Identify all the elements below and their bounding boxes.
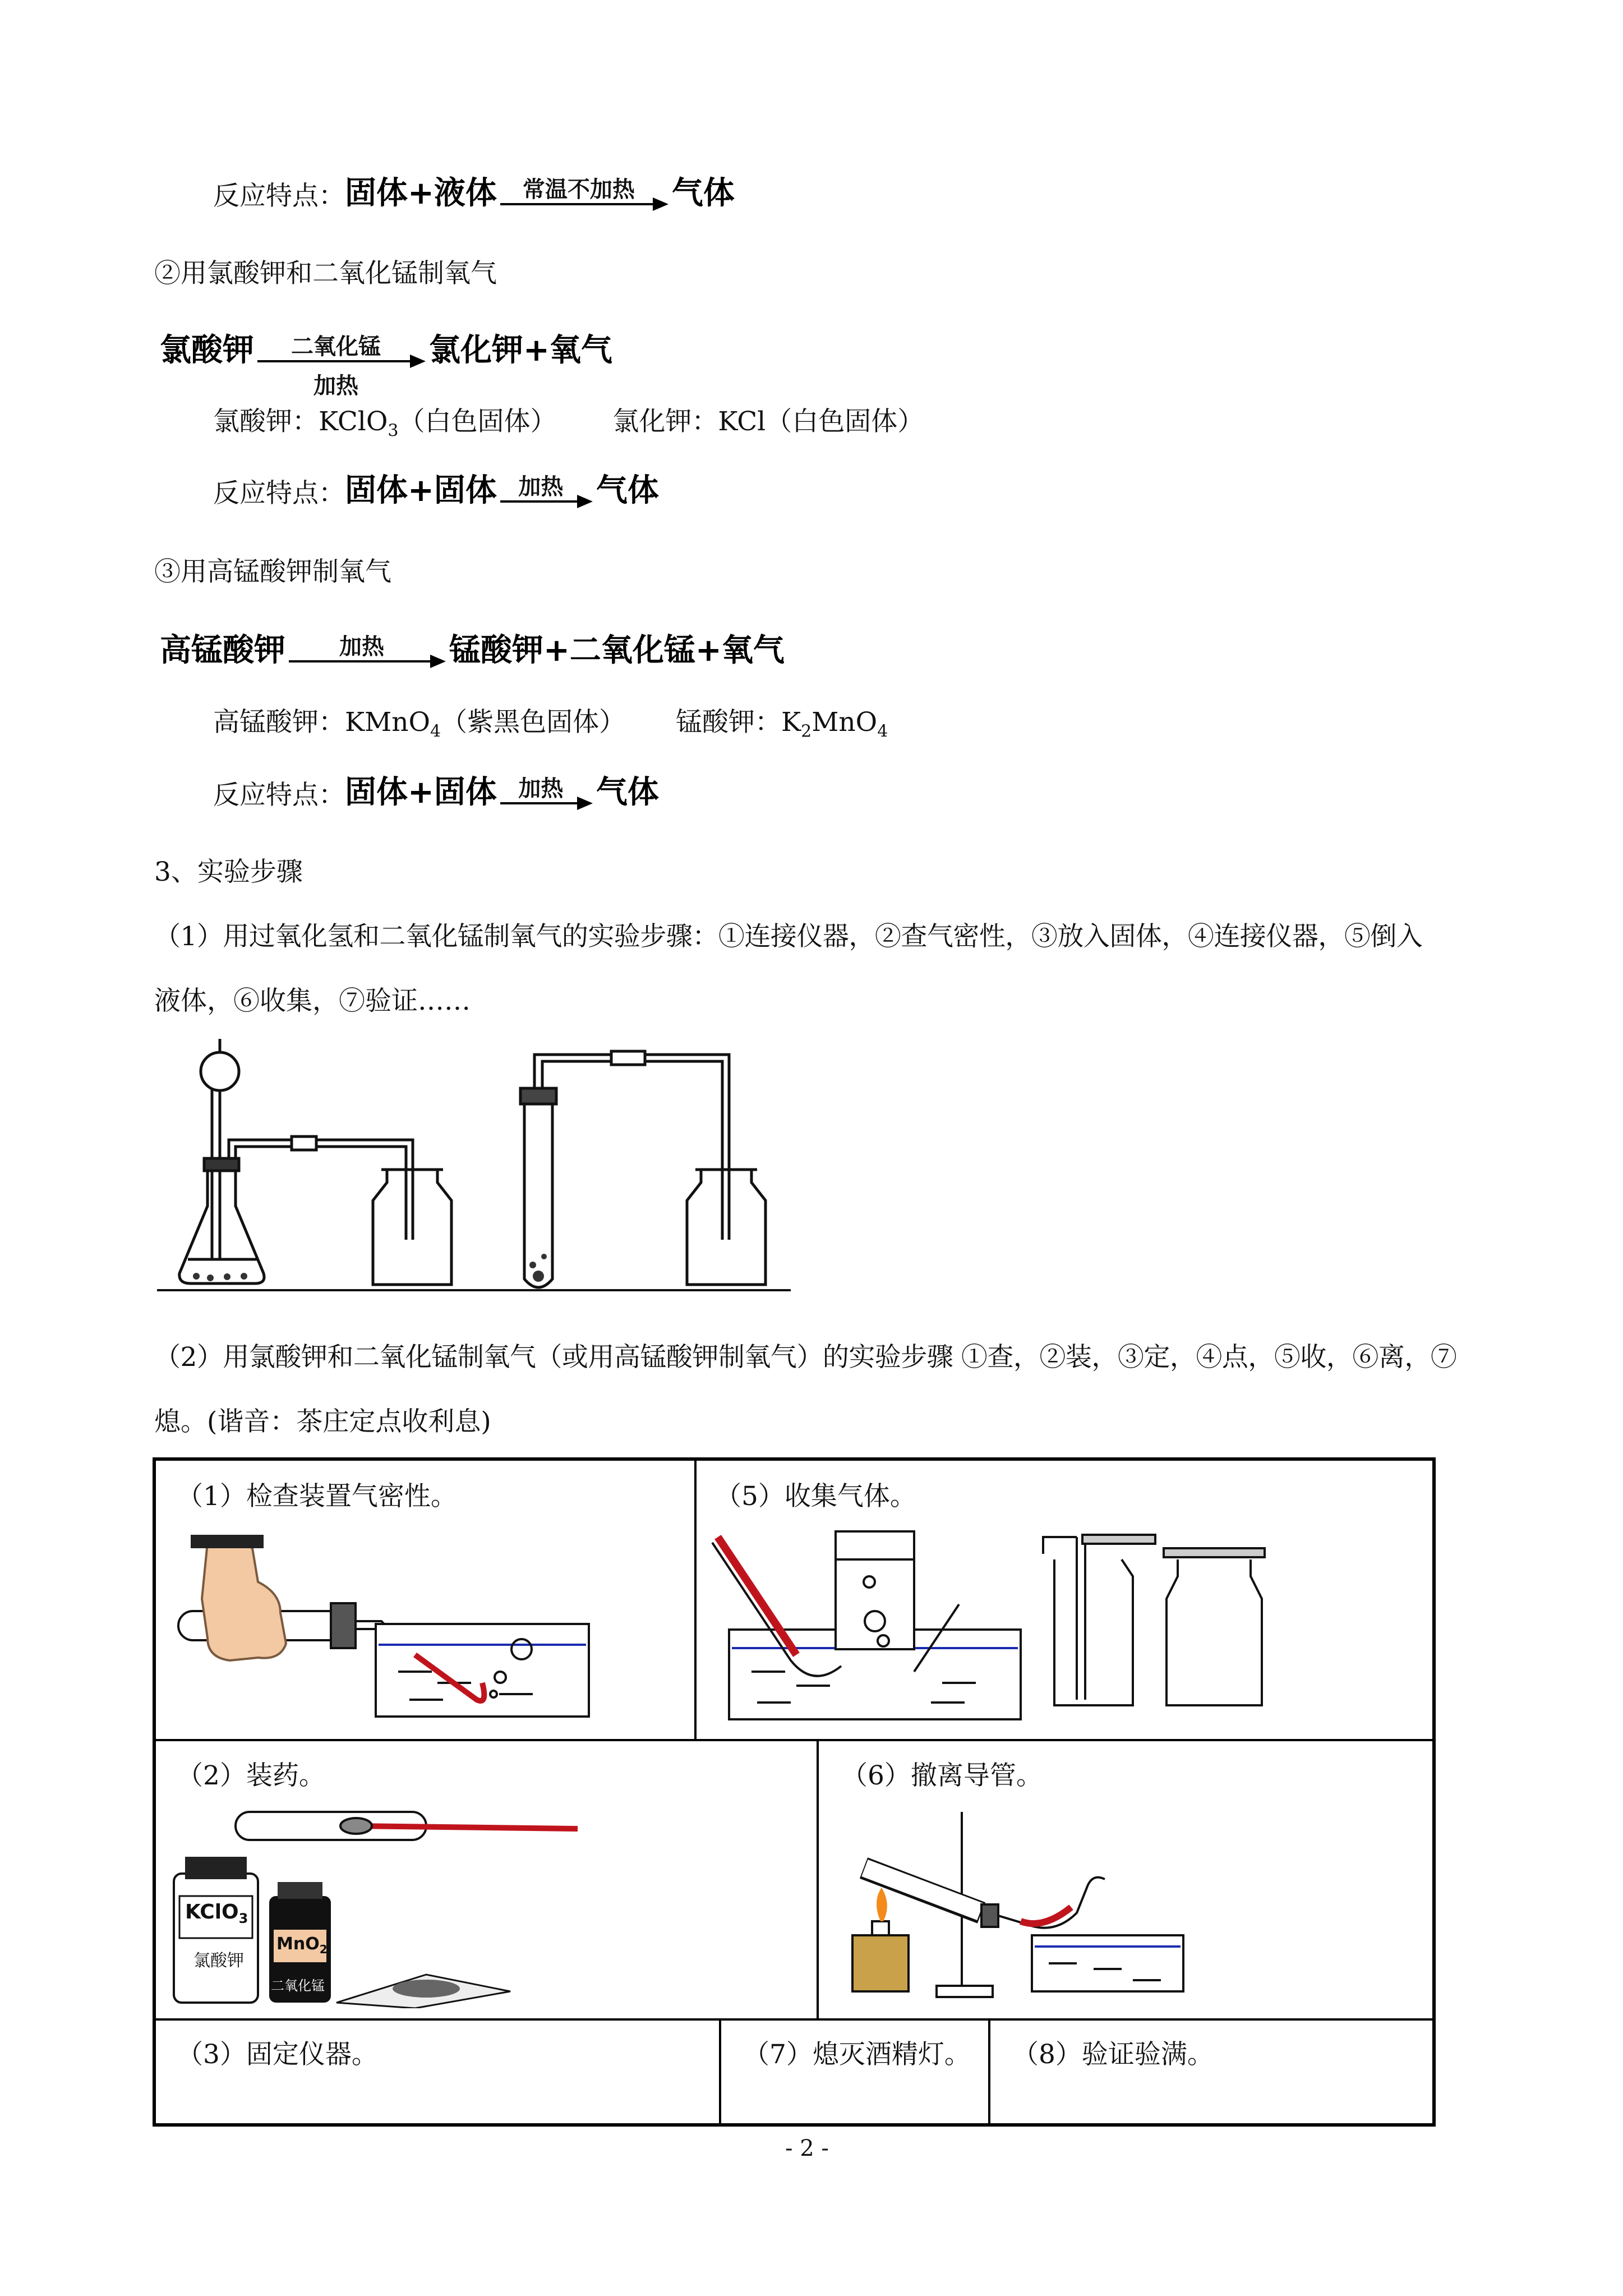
method3-equation <box>160 625 785 670</box>
method3-feature <box>213 767 659 812</box>
bottle-mno2-label <box>276 1934 328 1956</box>
method2-feature <box>213 466 659 510</box>
subscript: 3 <box>238 1911 248 1927</box>
subscript: 2 <box>319 1943 328 1956</box>
apparatus-diagram <box>157 1038 808 1301</box>
method2-equation <box>160 325 612 399</box>
reactant: 高锰酸钾 <box>160 632 285 669</box>
arrow-condition: 常温不加热 <box>522 177 635 203</box>
bottle2-formula: MnO <box>276 1934 320 1954</box>
subscript: 4 <box>877 721 888 742</box>
feature-left: 固体+固体 <box>345 774 497 811</box>
info-mid: MnO <box>811 707 878 738</box>
cell-collect-gas: （5）收集气体。 <box>715 1481 916 1512</box>
method2-title: ②用氯酸钾和二氧化锰制氧气 <box>154 258 497 289</box>
feature-left: 固体+液体 <box>345 175 497 211</box>
products: 氯化钾+氧气 <box>429 332 612 369</box>
method3-title: ③用高锰酸钾制氧气 <box>154 556 391 587</box>
info-k2mno4: 锰酸钾：K <box>676 707 801 738</box>
subscript: 4 <box>430 721 441 742</box>
section3-title: 3、实验步骤 <box>154 857 303 887</box>
bottle-kclo3-label <box>185 1901 248 1926</box>
cell-remove-tube: （6）撤离导管。 <box>841 1760 1043 1791</box>
feature-label: 反应特点： <box>213 181 345 211</box>
cell-verify-full: （8）验证验满。 <box>1012 2039 1214 2070</box>
cell-check-airtightness: （1）检查装置气密性。 <box>177 1481 457 1512</box>
info-desc: （紫黑色固体） <box>441 707 626 738</box>
arrow-condition: 加热 <box>518 776 564 802</box>
cell-extinguish-lamp: （7）熄灭酒精灯。 <box>743 2039 971 2070</box>
reaction1-feature <box>213 168 735 213</box>
reaction-arrow <box>257 334 426 399</box>
info-kcl: 氯化钾：KCl（白色固体） <box>612 406 924 437</box>
feature-right: 气体 <box>596 774 659 811</box>
reaction-arrow <box>289 634 446 670</box>
bottle-kclo3-name: 氯酸钾 <box>193 1951 244 1971</box>
collect-gas-illustration <box>707 1515 1424 1728</box>
info-kclo3: 氯酸钾：KClO <box>213 406 388 437</box>
subscript: 3 <box>388 421 399 441</box>
feature-label: 反应特点： <box>213 780 345 811</box>
cell-load-reagent: （2）装药。 <box>177 1760 325 1791</box>
airtightness-illustration <box>168 1515 606 1728</box>
bottle-mno2-name: 二氧化锰 <box>271 1978 325 1994</box>
info-kmno4: 高锰酸钾：KMnO <box>213 707 431 738</box>
page-number: - 2 - <box>785 2136 829 2161</box>
arrow-condition-bottom: 加热 <box>313 373 358 399</box>
method3-info <box>213 706 888 748</box>
reaction-arrow <box>500 474 593 510</box>
info-desc: （白色固体） <box>398 406 557 437</box>
arrow-condition-top: 加热 <box>339 634 384 660</box>
reaction-arrow <box>500 776 593 812</box>
subscript: 2 <box>801 721 812 742</box>
bottle1-formula: KClO <box>185 1901 239 1924</box>
para1-line1: （1）用过氧化氢和二氧化锰制氧气的实验步骤：①连接仪器，②查气密性，③放入固体，④连接仪器，⑤倒入 <box>154 921 1423 952</box>
feature-left: 固体+固体 <box>345 472 497 509</box>
feature-label: 反应特点： <box>213 478 345 509</box>
feature-right: 气体 <box>596 472 659 509</box>
para2-line1: （2）用氯酸钾和二氧化锰制氧气（或用高锰酸钾制氧气）的实验步骤 ①查，②装，③定，④点，⑤收，⑥离，⑦ <box>154 1342 1457 1373</box>
reaction-arrow <box>500 177 668 213</box>
feature-right: 气体 <box>671 175 735 211</box>
cell-fix-apparatus: （3）固定仪器。 <box>177 2039 378 2070</box>
arrow-condition-top: 二氧化锰 <box>291 334 381 360</box>
products: 锰酸钾+二氧化锰+氧气 <box>449 632 785 669</box>
remove-tube-illustration <box>841 1801 1402 2014</box>
arrow-condition: 加热 <box>518 474 564 500</box>
para2-line2: 熄。(谐音：茶庄定点收利息) <box>154 1406 491 1437</box>
method2-info <box>213 405 924 448</box>
para1-line2: 液体，⑥收集，⑦验证…… <box>154 986 471 1016</box>
reactant: 氯酸钾 <box>160 332 254 369</box>
